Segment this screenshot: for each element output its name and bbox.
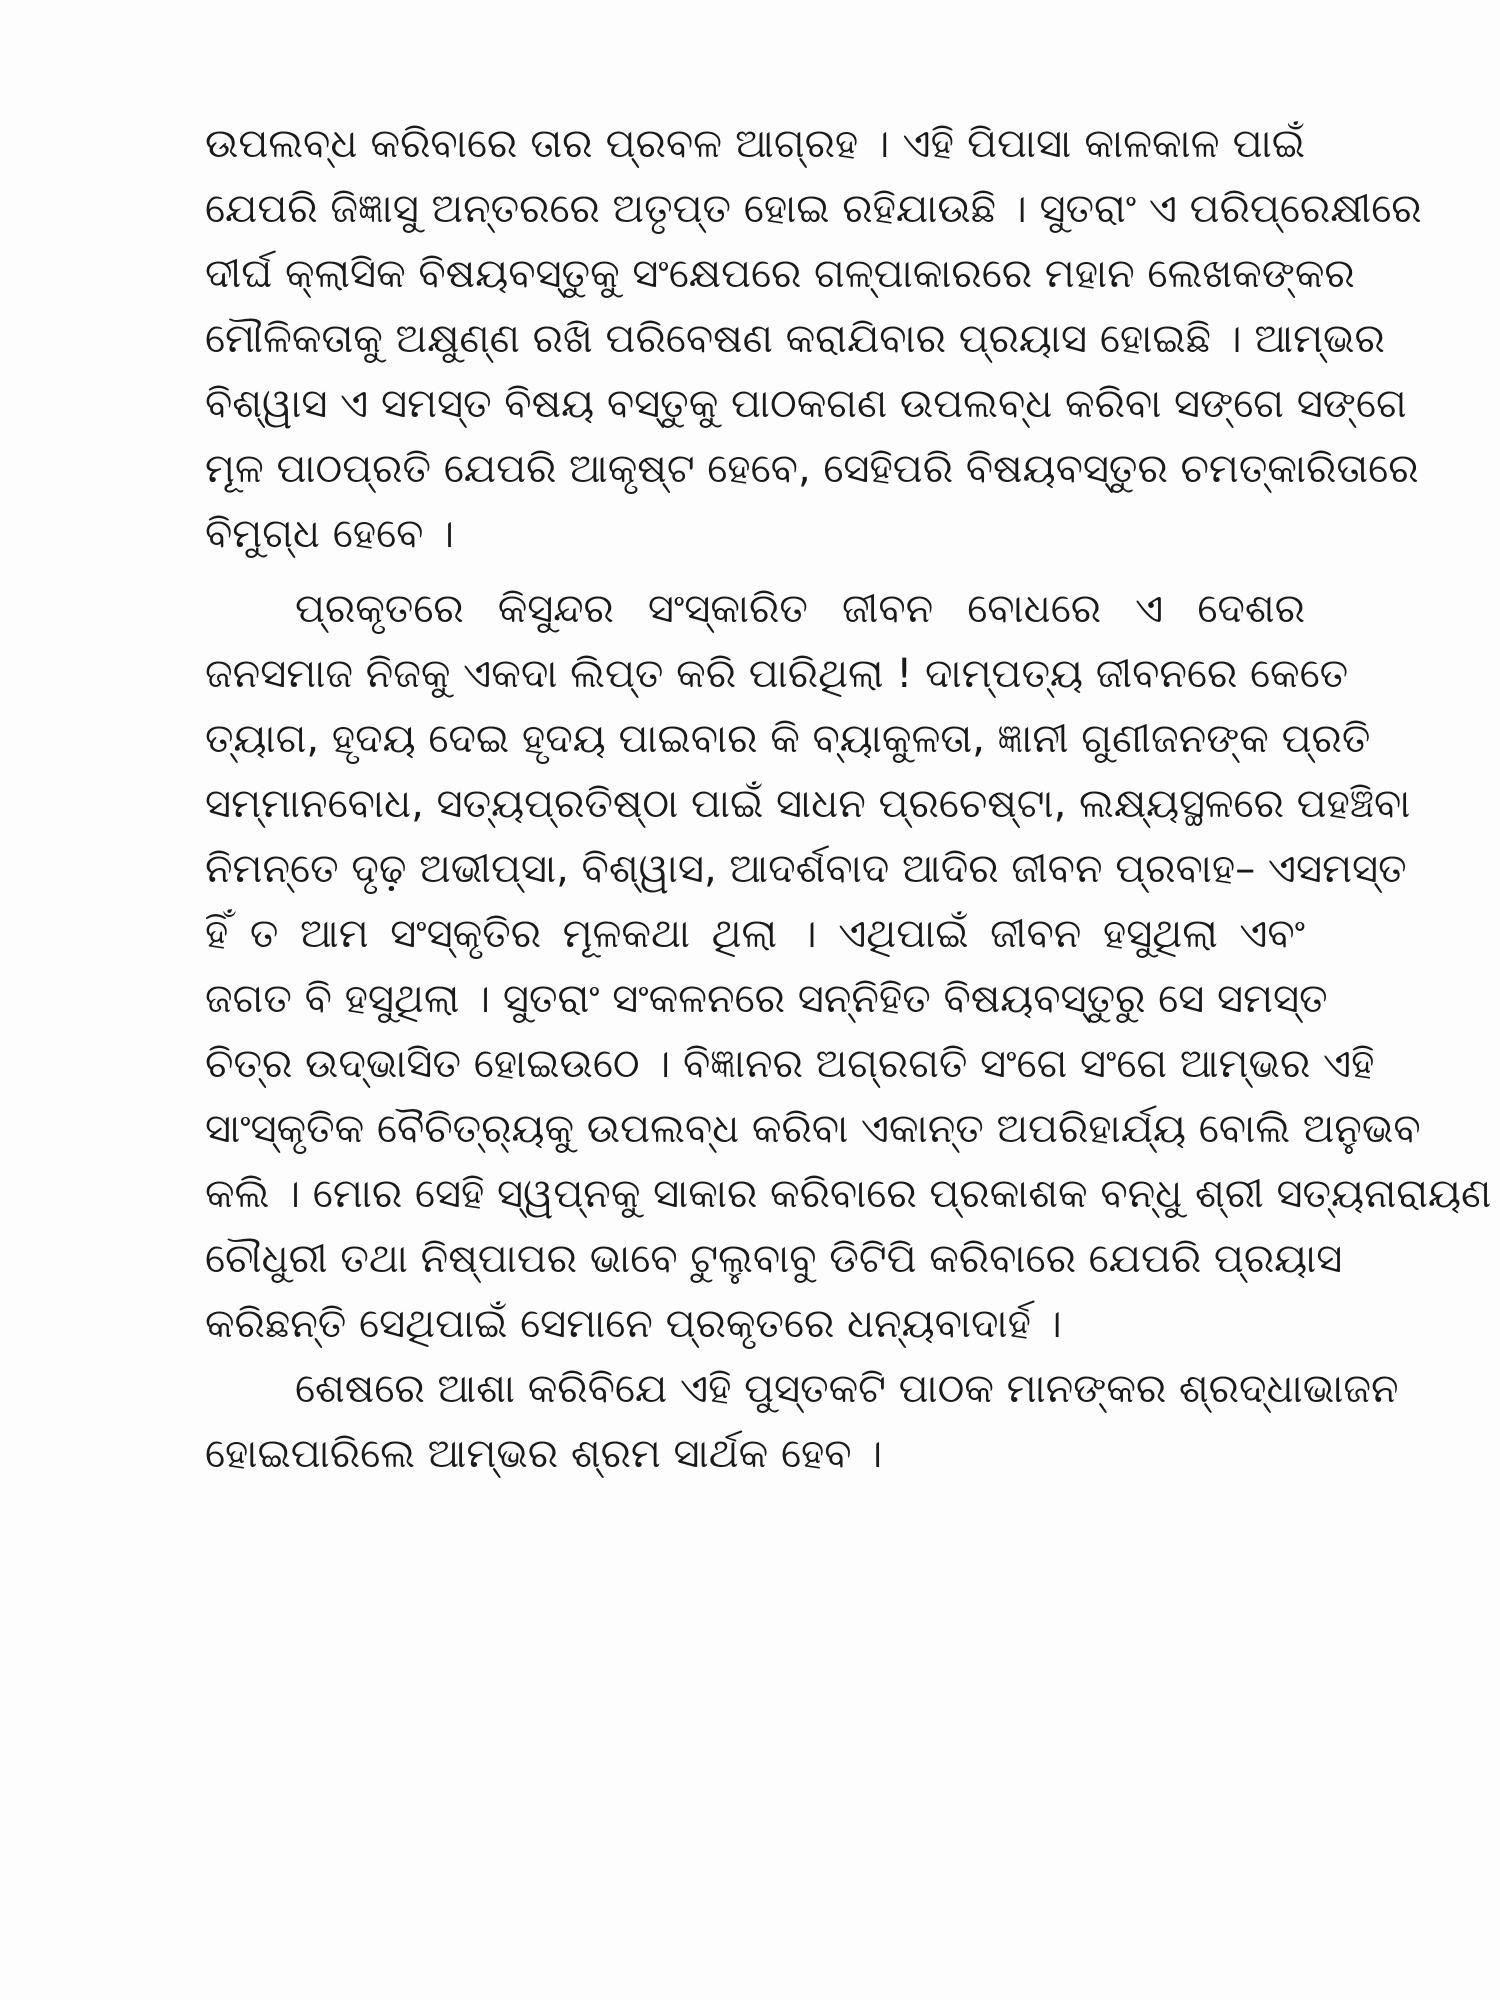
text-line: ଦୀର୍ଘ କ୍ଲାସିକ ବିଷୟବସ୍ତୁକୁ ସଂକ୍ଷେପରେ ଗଳ୍ପାକାରରେ ମହାନ ଲେଖକଙ୍କର — [205, 251, 1355, 297]
text-line: ବିଶ୍ୱାସ ଏ ସମସ୍ତ ବିଷୟ ବସ୍ତୁକୁ ପାଠକଗଣ ଉପଲବ୍ଧ କରିବା ସଙ୍ଗେ ସଙ୍ଗେ — [205, 381, 1407, 427]
body-text — [205, 112, 1492, 1487]
text-line: କଲି । ମୋର ସେହି ସ୍ୱପ୍ନକୁ ସାକାର କରିବାରେ ପ୍ରକାଶକ ବନ୍ଧୁ ଶ୍ରୀ ସତ୍ୟନାରାୟଣ — [205, 1171, 1492, 1217]
paragraph-3 — [205, 1357, 1399, 1487]
paragraph-spacer — [205, 567, 1305, 577]
text-line: ଯେପରି ଜିଜ୍ଞାସୁ ଅନ୍ତରରେ ଅତୃପ୍ତ ହୋଇ ରହିଯାଉଛି । ସୁତରାଂ ଏ ପରିପ୍ରେକ୍ଷୀରେ — [205, 186, 1422, 232]
text-line: ଜଗତ ବି ହସୁଥିଲା । ସୁତରାଂ ସଂକଳନରେ ସନ୍ନିହିତ ବିଷୟବସ୍ତୁରୁ ସେ ସମସ୍ତ — [205, 976, 1328, 1022]
text-line: ମୌଳିକତାକୁ ଅକ୍ଷୁଣ୍ଣ ରଖି ପରିବେଷଣ କରାଯିବାର ପ୍ରୟାସ ହୋଇଛି । ଆମ୍ଭର — [205, 316, 1385, 362]
text-line: ମୂଳ ପାଠପ୍ରତି ଯେପରି ଆକୃଷ୍ଟ ହେବେ, ସେହିପରି ବିଷୟବସ୍ତୁର ଚମତ୍କାରିତାରେ — [205, 446, 1419, 492]
text-line: ଚୌଧୁରୀ ତଥା ନିଷ୍ପାପର ଭାବେ ଟୁଲୁବାବୁ ଡିଟିପି କରିବାରେ ଯେପରି ପ୍ରୟାସ — [205, 1236, 1343, 1282]
text-line: କରିଛନ୍ତି ସେଥିପାଇଁ ସେମାନେ ପ୍ରକୃତରେ ଧନ୍ୟବାଦାର୍ହ । — [205, 1301, 1062, 1347]
text-line: ଉପଲବ୍ଧ କରିବାରେ ତାର ପ୍ରବଳ ଆଗ୍ରହ । ଏହି ପିପାସା କାଳକାଳ ପାଇଁ — [205, 121, 1305, 167]
text-line: ସାଂସ୍କୃତିକ ବୈଚିତ୍ର୍ୟକୁ ଉପଲବ୍ଧ କରିବା ଏକାନ୍ତ ଅପରିହାର୍ଯ୍ୟ ବୋଲି ଅନୁଭବ — [205, 1106, 1421, 1152]
text-line: ହିଁ ତ ଆମ ସଂସ୍କୃତିର ମୂଳକଥା ଥିଲା । ଏଥିପାଇଁ ଜୀବନ ହସୁଥିଲା ଏବଂ — [205, 911, 1305, 957]
paragraph-1 — [205, 112, 1422, 567]
paragraph-2 — [205, 577, 1492, 1357]
text-line: ହୋଇପାରିଲେ ଆମ୍ଭର ଶ୍ରମ ସାର୍ଥକ ହେବ । — [205, 1431, 883, 1477]
text-line: ନିମନ୍ତେ ଦୃଢ଼ ଅଭୀପ୍ସା, ବିଶ୍ୱାସ, ଆଦର୍ଶବାଦ ଆଦିର ଜୀବନ ପ୍ରବାହ– ଏସମସ୍ତ — [205, 846, 1407, 892]
text-line: ତ୍ୟାଗ, ହୃଦୟ ଦେଇ ହୃଦୟ ପାଇବାର କି ବ୍ୟାକୁଳତା, ଜ୍ଞାନୀ ଗୁଣୀଜନଙ୍କ ପ୍ରତି — [205, 716, 1371, 762]
text-line: ସମ୍ମାନବୋଧ, ସତ୍ୟପ୍ରତିଷ୍ଠା ପାଇଁ ସାଧନ ପ୍ରଚେଷ୍ଟା, ଲକ୍ଷ୍ୟସ୍ଥଳରେ ପହଞ୍ଚିବା — [205, 781, 1411, 827]
text-line: ଶେଷରେ ଆଶା କରିବିଯେ ଏହି ପୁସ୍ତକଟି ପାଠକ ମାନଙ୍କର ଶ୍ରଦ୍ଧାଭାଜନ — [295, 1366, 1399, 1412]
text-line: ଚିତ୍ର ଉଦ୍‌ଭାସିତ ହୋଇଉଠେ । ବିଜ୍ଞାନର ଅଗ୍ରଗତି ସଂଗେ ସଂଗେ ଆମ୍ଭର ଏହି — [205, 1041, 1375, 1087]
text-line: ବିମୁଗ୍ଧ ହେବେ । — [205, 511, 455, 557]
text-line: ପ୍ରକୃତରେ କିସୁନ୍ଦର ସଂସ୍କାରିତ ଜୀବନ ବୋଧରେ ଏ ଦେଶର — [295, 586, 1305, 632]
text-line: ଜନସମାଜ ନିଜକୁ ଏକଦା ଲିପ୍ତ କରି ପାରିଥିଲା ! ଦାମ୍ପତ୍ୟ ଜୀବନରେ କେତେ — [205, 651, 1349, 697]
